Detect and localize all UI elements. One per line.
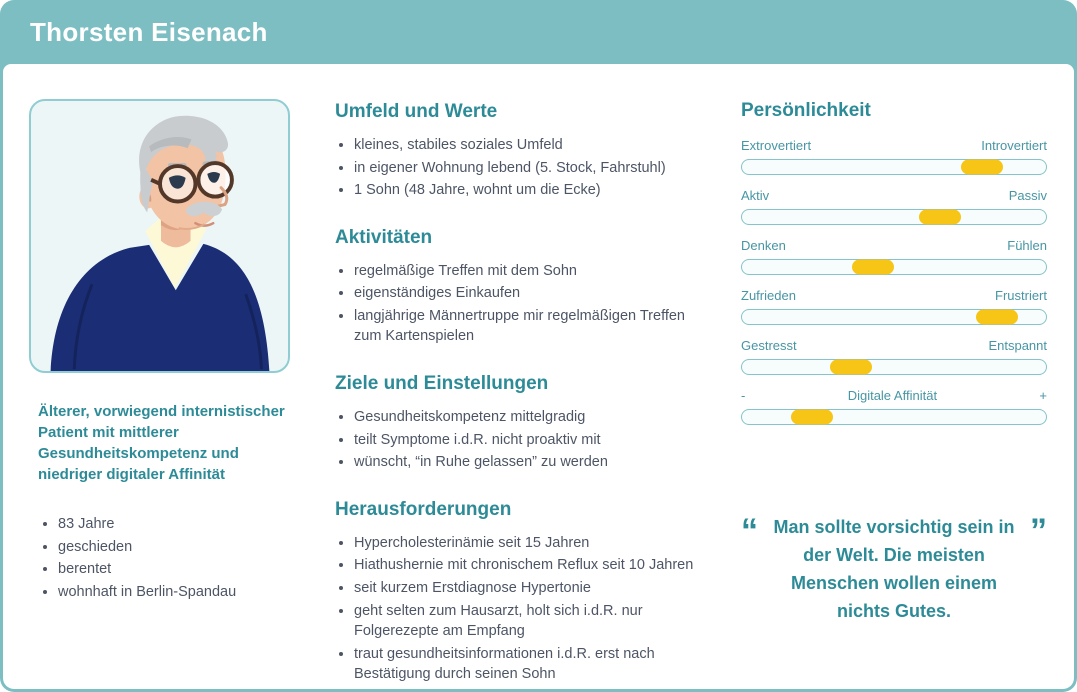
fact-item: • wohnhaft in Berlin-Spandau [58,582,306,603]
section-list [335,407,703,473]
fact-item: • 83 Jahre [58,514,306,535]
section-title: Herausforderungen [335,498,512,520]
scale-label-right: Fühlen [1007,238,1047,253]
personality-scale [741,338,1047,375]
content-section [335,373,703,473]
scale-label-right: Passiv [1008,188,1047,203]
scale-labels [741,238,1047,254]
fact-item: • geschieden [58,537,306,558]
personality-title: Persönlichkeit [741,100,871,121]
page-title: Thorsten Eisenach [30,17,268,47]
scale-handle[interactable] [961,160,1003,175]
scale-track[interactable] [741,409,1047,425]
section-list [335,261,703,347]
personality-scale [741,188,1047,225]
scale-handle[interactable] [852,260,894,275]
content-section [335,499,703,685]
bullet-item: • kleines, stabiles soziales Umfeld [354,135,703,156]
scale-labels [741,188,1047,204]
scale-track[interactable] [741,259,1047,275]
scale-label-center: Digitale Affinität [847,388,938,403]
bullet-item: • eigenständiges Einkaufen [354,283,703,304]
bullet-item: • langjährige Männertruppe mir regelmäßigen Treffen zum Kartenspielen [354,306,703,347]
bullet-item: • Hiathushernie mit chronischem Reflux seit 10 Jahren [354,555,703,576]
bullet-item: • Gesundheitskompetenz mittelgradig [354,407,703,428]
scale-labels [741,338,1047,354]
scale-labels [741,388,1047,404]
scale-handle[interactable] [919,210,961,225]
scale-label-right: + [1039,388,1047,403]
elderly-man-illustration [31,101,288,371]
scale-label-left: Zufrieden [741,288,796,303]
fact-item: • berentet [58,559,306,580]
bullet-item: • in eigener Wohnung lebend (5. Stock, Fahrstuhl) [354,158,703,179]
bullet-item: • geht selten zum Hausarzt, holt sich i.d.R. nur Folgerezepte am Empfang [354,601,703,642]
scale-label-right: Entspannt [988,338,1047,353]
content-section [335,227,703,347]
section-list [335,533,703,685]
open-quote-icon: “ [741,512,758,550]
section-title: Umfeld und Werte [335,101,498,122]
bullet-item: • 1 Sohn (48 Jahre, wohnt um die Ecke) [354,180,703,201]
scale-labels [741,288,1047,304]
scale-track[interactable] [741,159,1047,175]
quote-text: Man sollte vorsichtig sein in der Welt. Die meisten Menschen wollen einem nichts Gutes. [773,517,1015,621]
scale-label-left: Aktiv [741,188,770,203]
personality-scale [741,138,1047,175]
bullet-item: • seit kurzem Erstdiagnose Hypertonie [354,578,703,599]
profile-facts [43,514,306,604]
personality-scales [741,138,1047,425]
scale-handle[interactable] [791,410,833,425]
scale-track[interactable] [741,309,1047,325]
section-list [335,135,703,201]
personality-scale [741,288,1047,325]
bullet-item: • wünscht, “in Ruhe gelassen” zu werden [354,452,703,473]
scale-label-right: Frustriert [995,288,1047,303]
scale-label-left: - [741,388,746,403]
bullet-item: • traut gesundheitsinformationen i.d.R. erst nach Bestätigung durch seinen Sohn [354,644,703,685]
bullet-item: • regelmäßige Treffen mit dem Sohn [354,261,703,282]
quote-block [735,514,1053,626]
personality-scale [741,388,1047,425]
scale-labels [741,138,1047,154]
content-section [335,101,703,201]
bullet-item: • teilt Symptome i.d.R. nicht proaktiv mit [354,430,703,451]
scale-label-right: Introvertiert [981,138,1047,153]
scale-label-left: Denken [741,238,786,253]
section-title: Aktivitäten [335,226,433,248]
sections-column [335,101,703,692]
avatar [29,99,290,373]
personality-panel [741,100,1047,438]
bullet-item: • Hypercholesterinämie seit 15 Jahren [354,533,703,554]
scale-handle[interactable] [830,360,872,375]
scale-label-left: Extrovertiert [741,138,812,153]
card-body [3,64,1074,689]
close-quote-icon: ” [1030,512,1047,550]
scale-track[interactable] [741,359,1047,375]
personality-scale [741,238,1047,275]
profile-summary: Älterer, vorwiegend internistischer Patient mit mittlerer Gesundheitskompetenz und niedriger digitaler Affinität [38,403,285,483]
scale-track[interactable] [741,209,1047,225]
scale-handle[interactable] [976,310,1018,325]
section-title: Ziele und Einstellungen [335,373,549,395]
scale-label-left: Gestresst [741,338,797,353]
